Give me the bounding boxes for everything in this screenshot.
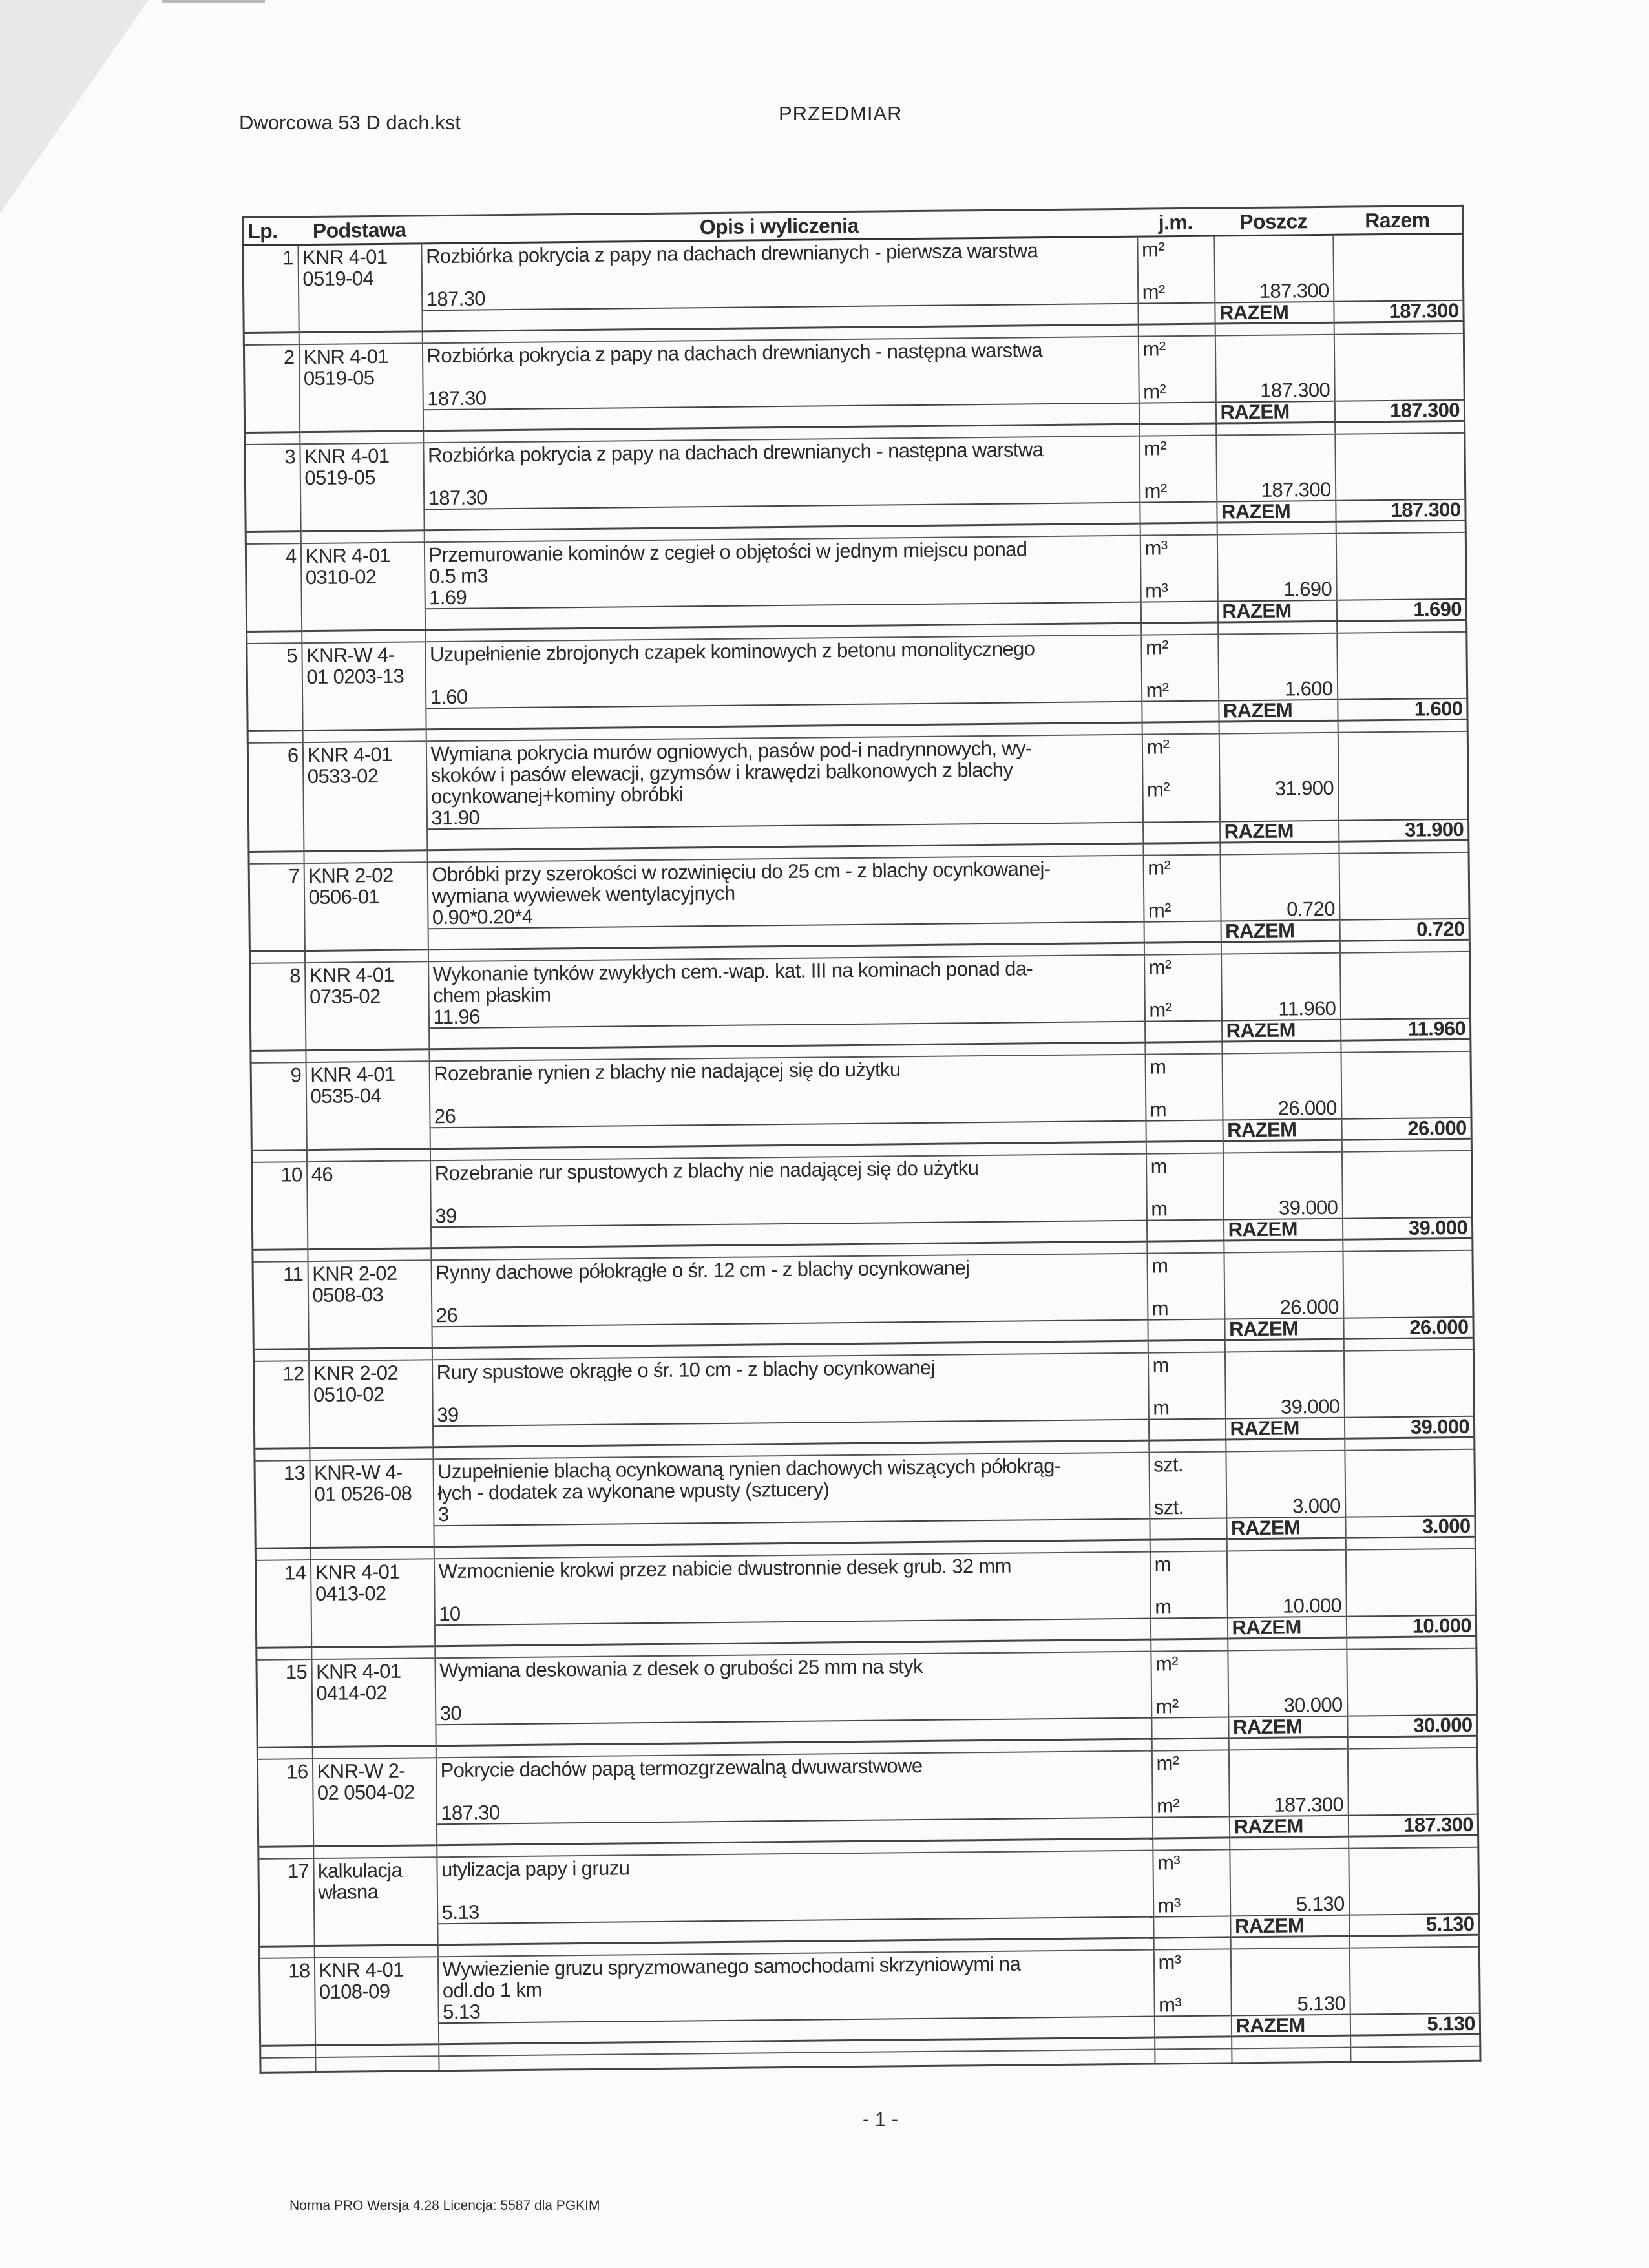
- description-line: Wykonanie tynków zwykłych cem.-wap. kat. III na kominach ponad da-: [432, 957, 1033, 986]
- total-label: RAZEM: [1219, 300, 1289, 324]
- description-line: Wywiezienie gruzu spryzmowanego samochodami skrzyniowymi na: [442, 1952, 1021, 1981]
- unit: szt.: [1153, 1453, 1184, 1476]
- total-value: 39.000: [1410, 1414, 1470, 1438]
- item-number: 15: [285, 1661, 308, 1684]
- item-number: 17: [287, 1860, 310, 1883]
- partial-value: 187.300: [1274, 1792, 1344, 1816]
- calculation: 5.13: [443, 2000, 481, 2024]
- calculation: 0.90*0.20*4: [432, 905, 533, 929]
- podstawa-line: 0413-02: [315, 1581, 386, 1606]
- description-line: chem płaskim: [432, 983, 551, 1007]
- partial-value: 30.000: [1283, 1693, 1343, 1717]
- calculation: 11.96: [433, 1005, 480, 1029]
- partial-value: 187.300: [1260, 378, 1330, 402]
- unit-result: m²: [1146, 678, 1169, 702]
- podstawa-line: KNR 4-01: [305, 543, 391, 568]
- podstawa-line: KNR 4-01: [319, 1958, 404, 1982]
- unit-result: m²: [1157, 1794, 1180, 1818]
- unit: m²: [1143, 437, 1167, 460]
- unit: m²: [1155, 1652, 1179, 1675]
- podstawa-line: 02 0504-02: [317, 1780, 415, 1804]
- podstawa-line: 0506-01: [308, 885, 380, 909]
- calculation: 31.90: [431, 806, 480, 830]
- item-number: 13: [283, 1462, 306, 1485]
- podstawa-line: 0310-02: [305, 565, 377, 589]
- podstawa-line: KNR 2-02: [308, 863, 394, 888]
- podstawa-line: 0508-03: [312, 1283, 384, 1307]
- podstawa-line: 0535-04: [310, 1084, 382, 1108]
- item-number: 11: [283, 1263, 304, 1286]
- partial-value: 26.000: [1277, 1096, 1337, 1120]
- total-value: 39.000: [1408, 1215, 1468, 1239]
- description-line: Rynny dachowe półokrągłe o śr. 12 cm - z blachy ocynkowanej: [436, 1256, 970, 1285]
- total-label: RAZEM: [1222, 599, 1292, 623]
- podstawa-line: KNR 4-01: [302, 245, 388, 269]
- item-number: 2: [283, 346, 295, 369]
- unit-result: m²: [1142, 280, 1165, 304]
- total-value: 5.130: [1425, 1912, 1475, 1936]
- partial-value: 5.130: [1296, 1892, 1345, 1916]
- unit: m²: [1148, 856, 1171, 879]
- item-number: 12: [282, 1362, 304, 1385]
- podstawa-line: KNR-W 4-: [306, 643, 395, 667]
- total-label: RAZEM: [1235, 2013, 1305, 2037]
- total-value: 30.000: [1413, 1713, 1473, 1737]
- col-opis: Opis i wyliczenia: [421, 209, 1137, 244]
- description-line: Pokrycie dachów papą termozgrzewalną dwuwarstwowe: [440, 1754, 923, 1782]
- page-number: - 1 -: [863, 2108, 899, 2130]
- total-label: RAZEM: [1221, 499, 1291, 523]
- podstawa-line: 0510-02: [313, 1382, 384, 1407]
- podstawa-line: KNR 2-02: [313, 1361, 399, 1385]
- unit-result: m²: [1146, 778, 1170, 801]
- calculation: 1.69: [429, 585, 467, 609]
- file-name: Dworcowa 53 D dach.kst: [239, 111, 461, 134]
- col-lp: Lp.: [243, 217, 298, 246]
- partial-value: 31.900: [1274, 776, 1334, 800]
- total-value: 187.300: [1389, 398, 1460, 422]
- unit: m²: [1145, 636, 1169, 659]
- unit-result: m²: [1149, 998, 1172, 1022]
- unit-result: m³: [1144, 579, 1168, 602]
- podstawa-line: 0519-05: [304, 466, 376, 490]
- partial-value: 187.300: [1261, 478, 1331, 501]
- partial-value: 11.960: [1278, 996, 1336, 1020]
- scan-edge: [162, 0, 265, 3]
- description-line: Obróbki przy szerokości w rozwinięciu do 25 cm - z blachy ocynkowanej-: [432, 857, 1051, 887]
- unit-result: m²: [1148, 899, 1171, 922]
- description-line: Wymiana deskowania z desek o grubości 25 mm na styk: [439, 1654, 923, 1683]
- calculation: 39: [437, 1403, 459, 1427]
- description-line: utylizacja papy i gruzu: [441, 1856, 630, 1882]
- total-value: 187.300: [1391, 498, 1461, 521]
- unit-result: m: [1150, 1098, 1167, 1121]
- unit: m²: [1142, 337, 1166, 361]
- partial-value: 5.130: [1297, 1991, 1346, 2015]
- unit: m: [1154, 1553, 1171, 1576]
- item-number: 9: [290, 1064, 302, 1087]
- item-number: 1: [282, 246, 294, 269]
- partial-value: 3.000: [1292, 1494, 1341, 1518]
- col-jm: j.m.: [1137, 208, 1213, 236]
- total-label: RAZEM: [1220, 400, 1290, 424]
- total-value: 1.690: [1413, 597, 1462, 621]
- total-value: 11.960: [1407, 1016, 1466, 1040]
- podstawa-line: 0414-02: [316, 1681, 388, 1705]
- unit-result: m: [1153, 1396, 1170, 1420]
- total-label: RAZEM: [1232, 1715, 1303, 1739]
- description-line: Wzmocnienie krokwi przez nabicie dwustronnie desek grub. 32 mm: [438, 1554, 1012, 1583]
- total-value: 3.000: [1422, 1514, 1471, 1538]
- calculation: 10: [439, 1602, 461, 1626]
- unit-result: szt.: [1153, 1496, 1184, 1519]
- document-title: PRZEDMIAR: [779, 102, 903, 125]
- podstawa-line: 46: [311, 1162, 333, 1186]
- item-number: 18: [288, 1959, 310, 1982]
- total-label: RAZEM: [1228, 1217, 1298, 1241]
- item-number: 16: [286, 1760, 308, 1783]
- description-line: Rozebranie rur spustowych z blachy nie nadającej się do użytku: [434, 1157, 979, 1185]
- unit-result: m²: [1155, 1695, 1179, 1718]
- description-line: Rozebranie rynien z blachy nie nadającej się do użytku: [434, 1058, 901, 1086]
- item-number: 10: [280, 1163, 302, 1186]
- partial-value: 39.000: [1280, 1394, 1340, 1418]
- calculation: 187.30: [427, 386, 487, 410]
- item-number: 14: [284, 1561, 306, 1584]
- table-row: [247, 731, 1468, 831]
- scan-shadow: [0, 0, 149, 213]
- partial-value: 39.000: [1278, 1195, 1338, 1219]
- description-line: Rury spustowe okrągłe o śr. 10 cm - z blachy ocynkowanej: [436, 1356, 935, 1384]
- podstawa-line: KNR 4-01: [315, 1560, 401, 1584]
- partial-value: 0.720: [1287, 897, 1336, 921]
- total-value: 0.720: [1416, 917, 1465, 941]
- description-line: łych - dodatek za wykonane wpusty (sztucery): [437, 1478, 830, 1505]
- podstawa-line: KNR 2-02: [312, 1261, 397, 1286]
- calculation: 3: [437, 1503, 449, 1526]
- unit: m: [1152, 1354, 1170, 1377]
- total-value: 187.300: [1403, 1812, 1474, 1836]
- partial-value: 1.600: [1284, 677, 1333, 700]
- unit: m²: [1141, 238, 1165, 261]
- podstawa-line: KNR 4-01: [309, 963, 395, 987]
- podstawa-line: 01 0526-08: [314, 1482, 412, 1506]
- partial-value: 10.000: [1282, 1593, 1342, 1617]
- description-line: Uzupełnienie blachą ocynkowaną rynien dachowych wiszących półokrąg-: [437, 1454, 1061, 1484]
- calculation: 26: [434, 1104, 456, 1128]
- total-label: RAZEM: [1234, 1814, 1303, 1838]
- calculation: 26: [436, 1303, 458, 1327]
- podstawa-line: KNR-W 2-: [317, 1759, 406, 1783]
- podstawa-line: 0735-02: [309, 984, 381, 1009]
- podstawa-line: własna: [318, 1880, 379, 1904]
- item-number: 3: [284, 445, 296, 468]
- podstawa-line: 0519-04: [302, 267, 374, 291]
- unit-result: m: [1151, 1197, 1168, 1221]
- unit: m²: [1156, 1752, 1179, 1775]
- description-line: Uzupełnienie zbrojonych czapek kominowych z betonu monolitycznego: [429, 637, 1035, 666]
- unit: m²: [1146, 735, 1170, 759]
- item-number: 8: [289, 964, 300, 987]
- unit-result: m³: [1158, 1993, 1182, 2017]
- total-value: 187.300: [1389, 299, 1459, 322]
- description-line: skoków i pasów elewacji, gzymsów i krawędzi balkonowych z blachy: [430, 758, 1013, 787]
- item-number: 7: [288, 865, 300, 888]
- unit-result: m²: [1144, 479, 1167, 503]
- description-line: 0.5 m3: [428, 564, 488, 588]
- description-line: Rozbiórka pokrycia z papy na dachach drewnianych - następna warstwa: [427, 438, 1044, 467]
- unit-result: m³: [1157, 1894, 1181, 1917]
- total-label: RAZEM: [1230, 1516, 1301, 1540]
- podstawa-line: 0519-05: [303, 366, 375, 390]
- podstawa-line: KNR 4-01: [315, 1659, 401, 1683]
- podstawa-line: 01 0203-13: [306, 664, 404, 689]
- unit: m³: [1157, 1851, 1181, 1874]
- total-label: RAZEM: [1232, 1615, 1301, 1639]
- partial-value: 187.300: [1259, 278, 1329, 302]
- item-number: 4: [285, 545, 297, 568]
- podstawa-line: KNR 4-01: [304, 444, 390, 468]
- col-razem: Razem: [1332, 205, 1462, 235]
- unit: m: [1150, 1155, 1168, 1178]
- description-line: Wymiana pokrycia murów ogniowych, pasów pod-i nadrynnowych, wy-: [430, 737, 1032, 766]
- total-label: RAZEM: [1225, 919, 1295, 943]
- estimate-sheet: [242, 205, 1480, 2074]
- partial-value: 26.000: [1279, 1295, 1339, 1319]
- total-label: RAZEM: [1224, 819, 1294, 843]
- total-label: RAZEM: [1223, 698, 1293, 722]
- description-line: ocynkowanej+kominy obróbki: [430, 782, 684, 808]
- calculation: 187.30: [428, 486, 488, 510]
- unit: m³: [1144, 536, 1168, 560]
- podstawa-line: 0108-09: [319, 1979, 390, 2003]
- col-podstawa: Podstawa: [298, 216, 421, 245]
- total-value: 31.900: [1404, 817, 1464, 841]
- unit: m²: [1148, 956, 1171, 979]
- col-poszcz: Poszcz: [1213, 207, 1332, 236]
- description-line: odl.do 1 km: [442, 1978, 542, 2002]
- footer-license: Norma PRO Wersja 4.28 Licencja: 5587 dla PGKIM: [289, 2198, 600, 2213]
- podstawa-line: kalkulacja: [317, 1858, 403, 1882]
- description-line: wymiana wywiewek wentylacyjnych: [432, 881, 735, 908]
- total-value: 10.000: [1412, 1613, 1472, 1637]
- unit: m: [1151, 1254, 1168, 1277]
- total-value: 26.000: [1409, 1315, 1469, 1339]
- total-label: RAZEM: [1228, 1317, 1299, 1341]
- description-line: Rozbiórka pokrycia z papy na dachach drewnianych - pierwsza warstwa: [425, 239, 1038, 268]
- calculation: 187.30: [441, 1801, 500, 1825]
- total-label: RAZEM: [1234, 1914, 1305, 1938]
- calculation: 1.60: [430, 685, 468, 709]
- total-label: RAZEM: [1226, 1018, 1296, 1042]
- item-number: 6: [287, 744, 299, 767]
- calculation: 5.13: [441, 1900, 479, 1924]
- unit-result: m: [1155, 1595, 1171, 1619]
- calculation: 39: [435, 1204, 457, 1228]
- total-value: 1.600: [1414, 697, 1463, 720]
- total-label: RAZEM: [1226, 1118, 1297, 1142]
- description-line: Rozbiórka pokrycia z papy na dachach drewnianych - następna warstwa: [426, 339, 1043, 368]
- total-label: RAZEM: [1230, 1416, 1299, 1440]
- unit: m: [1150, 1055, 1166, 1078]
- estimate-table: [242, 205, 1482, 2074]
- podstawa-line: 0533-02: [307, 764, 379, 788]
- calculation: 30: [439, 1701, 462, 1725]
- unit: m³: [1158, 1951, 1181, 1974]
- item-number: 5: [286, 644, 298, 667]
- unit-result: m: [1151, 1297, 1169, 1320]
- calculation: 187.30: [426, 287, 486, 311]
- total-value: 26.000: [1407, 1116, 1467, 1140]
- unit-result: m²: [1142, 380, 1166, 403]
- description-line: Przemurowanie kominów z cegieł o objętości w jednym miejscu ponad: [428, 538, 1027, 567]
- podstawa-line: KNR 4-01: [307, 742, 392, 767]
- podstawa-line: KNR 4-01: [303, 344, 389, 369]
- podstawa-line: KNR 4-01: [310, 1062, 395, 1087]
- total-value: 5.130: [1427, 2011, 1476, 2035]
- partial-value: 1.690: [1283, 577, 1332, 601]
- podstawa-line: KNR-W 4-: [314, 1460, 403, 1485]
